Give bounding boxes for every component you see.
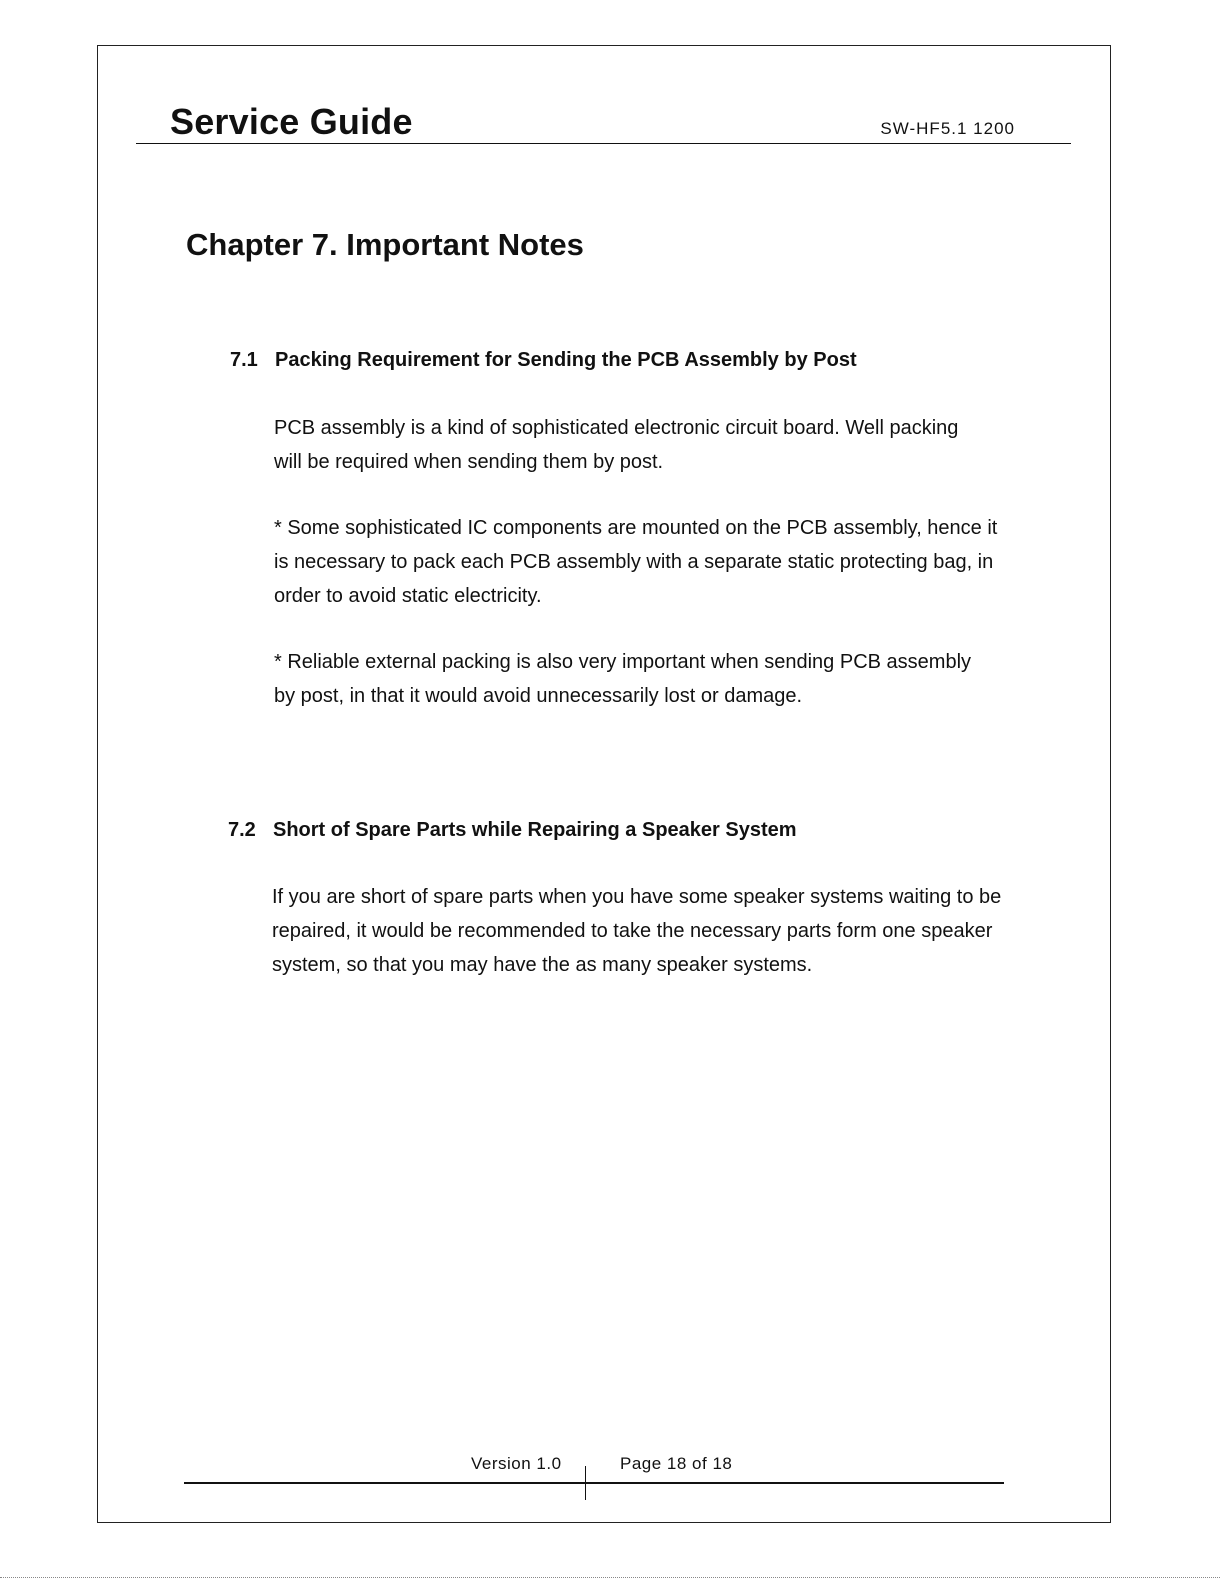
paragraph: * Reliable external packing is also very important when sending PCB assembly by post, in that it would avoid unnecessarily lost or damage.	[274, 651, 972, 707]
footer-version: Version 1.0	[471, 1454, 562, 1473]
footer-divider	[184, 1482, 1004, 1484]
section-number: 7.1	[230, 349, 258, 371]
section-title: Packing Requirement for Sending the PCB Assembly by Post	[275, 349, 857, 371]
paragraph: * Some sophisticated IC components are mounted on the PCB assembly, hence it is necessary to pack each PCB assembly with a separate static protecting bag, in order to avoid static electricity.	[274, 517, 998, 607]
footer-separator-tick	[585, 1466, 586, 1500]
section-title: Short of Spare Parts while Repairing a Speaker System	[273, 819, 797, 841]
paragraph: If you are short of spare parts when you have some speaker systems waiting to be repaired, it would be recommended to take the necessary parts form one speaker system, so that you may have the as many speaker systems.	[272, 886, 1002, 976]
page-border	[97, 45, 1111, 1523]
footer-page-number: Page 18 of 18	[620, 1454, 733, 1473]
chapter-title: Chapter 7. Important Notes	[186, 227, 584, 262]
page-bottom-edge	[0, 1577, 1220, 1578]
paragraph: PCB assembly is a kind of sophisticated electronic circuit board. Well packing will be required when sending them by post.	[274, 417, 959, 473]
header-divider	[136, 143, 1071, 144]
section-heading-7-2	[228, 816, 797, 844]
header-model-number: SW-HF5.1 1200	[880, 119, 1015, 138]
header-title: Service Guide	[170, 101, 413, 142]
section-heading-7-1	[230, 346, 857, 374]
section-number: 7.2	[228, 819, 256, 841]
